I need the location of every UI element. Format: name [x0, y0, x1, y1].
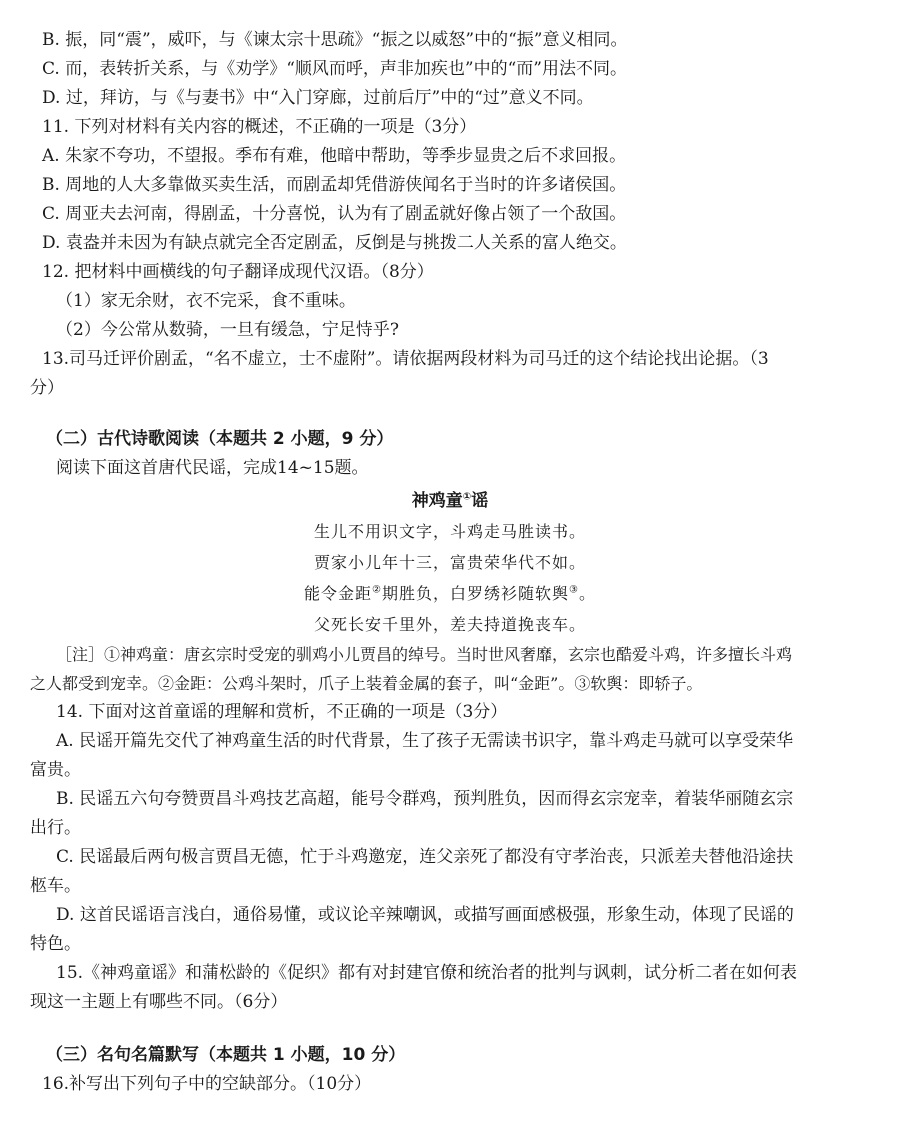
q14-option-a-line2: 富贵。: [30, 760, 81, 780]
section-ancient-poetry-heading: （二）古代诗歌阅读（本题共 2 小题，9 分）: [46, 429, 394, 449]
q10-option-c: C. 而，表转折关系，与《劝学》“顺风而呼，声非加疾也”中的“而”用法不同。: [42, 59, 627, 79]
q14-stem: 14. 下面对这首童谣的理解和赏析，不正确的一项是（3分）: [56, 702, 508, 722]
q12-stem: 12. 把材料中画横线的句子翻译成现代汉语。（8分）: [42, 262, 434, 282]
poem-title-text-b: 谣: [471, 491, 489, 511]
q11-option-d: D. 袁盎并未因为有缺点就完全否定剧孟，反倒是与挑拨二人关系的富人绝交。: [42, 233, 627, 253]
q13-stem-line1: 13.司马迁评价剧孟，“名不虚立，士不虚附”。请依据两段材料为司马迁的这个结论找出论据。（3: [42, 349, 769, 369]
poem-line-2: 贾家小儿年十三，富贵荣华代不如。: [313, 553, 586, 572]
poem-footnote-mark-2: ②: [372, 584, 382, 596]
poem-note-line2: 之人都受到宠幸。②金距：公鸡斗架时，爪子上装着金属的套子，叫“金距”。③软舆：即轿子。: [30, 674, 703, 693]
q11-option-b: B. 周地的人大多靠做买卖生活，而剧孟却凭借游侠闻名于当时的许多诸侯国。: [42, 175, 627, 195]
q14-option-b-line2: 出行。: [30, 818, 81, 838]
q12-sentence-2: （2）今公常从数骑，一旦有缓急，宁足恃乎?: [56, 320, 399, 340]
q15-stem-line2: 现这一主题上有哪些不同。（6分）: [30, 992, 288, 1012]
poem-footnote-mark-3: ③: [569, 584, 579, 596]
q12-sentence-1: （1）家无余财，衣不完采，食不重味。: [56, 291, 356, 311]
section-famous-lines-heading: （三）名句名篇默写（本题共 1 小题，10 分）: [46, 1045, 406, 1065]
q13-stem-line2: 分）: [30, 378, 64, 398]
poem-title: [30, 487, 870, 516]
poem-line-1: 生儿不用识文字，斗鸡走马胜读书。: [313, 522, 586, 541]
poem-title-footnote-mark: ①: [462, 491, 472, 503]
q10-option-d: D. 过，拜访，与《与妻书》中“入门穿廊，过前后厅”中的“过”意义不同。: [42, 88, 594, 108]
q14-option-d-line1: D. 这首民谣语言浅白，通俗易懂，或议论辛辣嘲讽，或描写画面感极强，形象生动，体现了民谣的: [56, 905, 794, 925]
q14-option-a-line1: A. 民谣开篇先交代了神鸡童生活的时代背景，生了孩子无需读书识字，靠斗鸡走马就可以享受荣华: [56, 731, 794, 751]
q15-stem-line1: 15.《神鸡童谣》和蒲松龄的《促织》都有对封建官僚和统治者的批判与讽刺，试分析二者在如何表: [56, 963, 798, 983]
q11-stem: 11. 下列对材料有关内容的概述，不正确的一项是（3分）: [42, 117, 477, 137]
q11-option-a: A. 朱家不夸功，不望报。季布有难，他暗中帮助，等季步显贵之后不求回报。: [42, 146, 627, 166]
poem-note-line1: ［注］①神鸡童：唐玄宗时受宠的驯鸡小儿贾昌的绰号。当时世风奢靡，玄宗也酷爱斗鸡，许多擅长斗鸡: [56, 645, 793, 664]
q14-option-d-line2: 特色。: [30, 934, 81, 954]
q14-option-b-line1: B. 民谣五六句夸赞贾昌斗鸡技艺高超，能号令群鸡，预判胜负，因而得玄宗宠幸，着装华丽随玄宗: [56, 789, 794, 809]
q11-option-c: C. 周亚夫去河南，得剧孟，十分喜悦，认为有了剧孟就好像占领了一个敌国。: [42, 204, 627, 224]
q14-option-c-line2: 柩车。: [30, 876, 81, 896]
section-ancient-poetry-intro: 阅读下面这首唐代民谣，完成14~15题。: [56, 458, 369, 478]
poem-line-4: 父死长安千里外，差夫持道挽丧车。: [313, 615, 586, 634]
poem-title-text-a: 神鸡童: [411, 491, 463, 511]
poem-line-3: 能令金距②期胜负，白罗绣衫随软舆③。: [304, 584, 596, 603]
q16-stem: 16.补写出下列句子中的空缺部分。（10分）: [42, 1074, 372, 1094]
q10-option-b: B. 振，同“震”，威吓，与《谏太宗十思疏》“振之以威怒”中的“振”意义相同。: [42, 30, 628, 50]
q14-option-c-line1: C. 民谣最后两句极言贾昌无德，忙于斗鸡邀宠，连父亲死了都没有守孝治丧，只派差夫替他沿途扶: [56, 847, 794, 867]
